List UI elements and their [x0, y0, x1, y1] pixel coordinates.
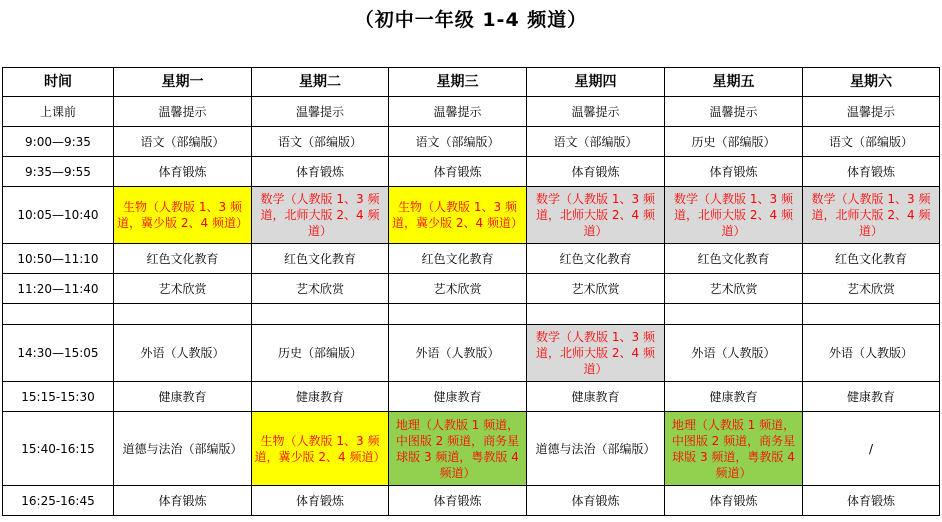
schedule-cell: 体育锻炼	[803, 486, 940, 516]
math-cell: 数学（人教版 1、3 频道，北师大版 2、4 频道）	[803, 187, 940, 244]
schedule-cell: 语文（部编版）	[527, 127, 665, 157]
header-time: 时间	[3, 68, 114, 97]
schedule-cell	[665, 304, 803, 325]
math-cell: 数学（人教版 1、3 频道，北师大版 2、4 频道）	[527, 325, 665, 382]
time-cell: 9:35—9:55	[3, 157, 114, 187]
schedule-cell: 体育锻炼	[803, 157, 940, 187]
table-row	[3, 304, 940, 325]
schedule-cell: 艺术欣赏	[389, 274, 527, 304]
table-row	[3, 244, 940, 274]
schedule-cell: 健康教育	[252, 382, 389, 412]
table-row	[3, 157, 940, 187]
schedule-cell: 红色文化教育	[665, 244, 803, 274]
schedule-cell	[803, 304, 940, 325]
time-cell: 15:40-16:15	[3, 412, 114, 486]
schedule-cell: 红色文化教育	[803, 244, 940, 274]
schedule-cell: 红色文化教育	[527, 244, 665, 274]
schedule-cell: 温馨提示	[803, 97, 940, 127]
schedule-cell: 道德与法治（部编版）	[114, 412, 252, 486]
schedule-cell: 温馨提示	[252, 97, 389, 127]
schedule-cell: 体育锻炼	[665, 157, 803, 187]
header-tuesday: 星期二	[252, 68, 389, 97]
schedule-cell: 语文（部编版）	[803, 127, 940, 157]
biology-cell: 生物（人教版 1、3 频道，冀少版 2、4 频道）	[114, 187, 252, 244]
schedule-cell: 艺术欣赏	[114, 274, 252, 304]
math-cell: 数学（人教版 1、3 频道，北师大版 2、4 频道）	[527, 187, 665, 244]
table-row	[3, 412, 940, 486]
table-row	[3, 325, 940, 382]
table-row	[3, 382, 940, 412]
schedule-cell: /	[803, 412, 940, 486]
schedule-cell: 红色文化教育	[114, 244, 252, 274]
schedule-cell: 体育锻炼	[527, 486, 665, 516]
table-row	[3, 187, 940, 244]
header-wednesday: 星期三	[389, 68, 527, 97]
time-cell: 16:25-16:45	[3, 486, 114, 516]
schedule-cell	[252, 304, 389, 325]
schedule-cell	[114, 304, 252, 325]
time-cell: 15:15-15:30	[3, 382, 114, 412]
header-row	[3, 68, 940, 97]
schedule-table	[2, 67, 940, 516]
schedule-cell: 健康教育	[527, 382, 665, 412]
schedule-cell: 语文（部编版）	[114, 127, 252, 157]
header-saturday: 星期六	[803, 68, 940, 97]
schedule-cell	[389, 304, 527, 325]
schedule-cell: 红色文化教育	[252, 244, 389, 274]
biology-cell: 生物（人教版 1、3 频道，冀少版 2、4 频道）	[389, 187, 527, 244]
geography-cell: 地理（人教版 1 频道，中图版 2 频道，商务星球版 3 频道，粤教版 4 频道）	[665, 412, 803, 486]
schedule-cell: 语文（部编版）	[252, 127, 389, 157]
schedule-cell: 语文（部编版）	[389, 127, 527, 157]
schedule-cell: 体育锻炼	[114, 157, 252, 187]
schedule-cell: 历史（部编版）	[665, 127, 803, 157]
schedule-cell: 体育锻炼	[114, 486, 252, 516]
schedule-cell: 艺术欣赏	[252, 274, 389, 304]
schedule-cell: 体育锻炼	[252, 157, 389, 187]
schedule-cell: 艺术欣赏	[803, 274, 940, 304]
schedule-cell: 体育锻炼	[389, 157, 527, 187]
time-cell: 上课前	[3, 97, 114, 127]
schedule-cell: 外语（人教版）	[665, 325, 803, 382]
schedule-cell: 温馨提示	[389, 97, 527, 127]
schedule-cell: 艺术欣赏	[665, 274, 803, 304]
schedule-cell: 健康教育	[803, 382, 940, 412]
schedule-cell: 温馨提示	[114, 97, 252, 127]
schedule-cell: 健康教育	[389, 382, 527, 412]
time-cell: 9:00—9:35	[3, 127, 114, 157]
schedule-cell: 体育锻炼	[389, 486, 527, 516]
table-row	[3, 127, 940, 157]
table-row	[3, 97, 940, 127]
schedule-cell: 健康教育	[114, 382, 252, 412]
schedule-cell: 艺术欣赏	[527, 274, 665, 304]
schedule-cell: 温馨提示	[665, 97, 803, 127]
schedule-cell: 健康教育	[665, 382, 803, 412]
schedule-cell: 道德与法治（部编版）	[527, 412, 665, 486]
schedule-title: （初中一年级 1-4 频道）	[354, 9, 588, 31]
math-cell: 数学（人教版 1、3 频道，北师大版 2、4 频道）	[665, 187, 803, 244]
time-cell: 14:30—15:05	[3, 325, 114, 382]
schedule-cell: 外语（人教版）	[114, 325, 252, 382]
math-cell: 数学（人教版 1、3 频道，北师大版 2、4 频道）	[252, 187, 389, 244]
header-friday: 星期五	[665, 68, 803, 97]
table-row	[3, 274, 940, 304]
time-cell: 11:20—11:40	[3, 274, 114, 304]
time-cell: 10:05—10:40	[3, 187, 114, 244]
geography-cell: 地理（人教版 1 频道，中图版 2 频道，商务星球版 3 频道，粤教版 4 频道）	[389, 412, 527, 486]
header-thursday: 星期四	[527, 68, 665, 97]
schedule-cell: 体育锻炼	[527, 157, 665, 187]
schedule-cell: 外语（人教版）	[803, 325, 940, 382]
time-cell	[3, 304, 114, 325]
time-cell: 10:50—11:10	[3, 244, 114, 274]
table-row	[3, 486, 940, 516]
schedule-cell: 外语（人教版）	[389, 325, 527, 382]
schedule-cell: 红色文化教育	[389, 244, 527, 274]
biology-cell: 生物（人教版 1、3 频道，冀少版 2、4 频道）	[252, 412, 389, 486]
schedule-cell: 历史（部编版）	[252, 325, 389, 382]
header-monday: 星期一	[114, 68, 252, 97]
schedule-cell: 体育锻炼	[665, 486, 803, 516]
schedule-cell: 体育锻炼	[252, 486, 389, 516]
schedule-cell	[527, 304, 665, 325]
schedule-cell: 温馨提示	[527, 97, 665, 127]
